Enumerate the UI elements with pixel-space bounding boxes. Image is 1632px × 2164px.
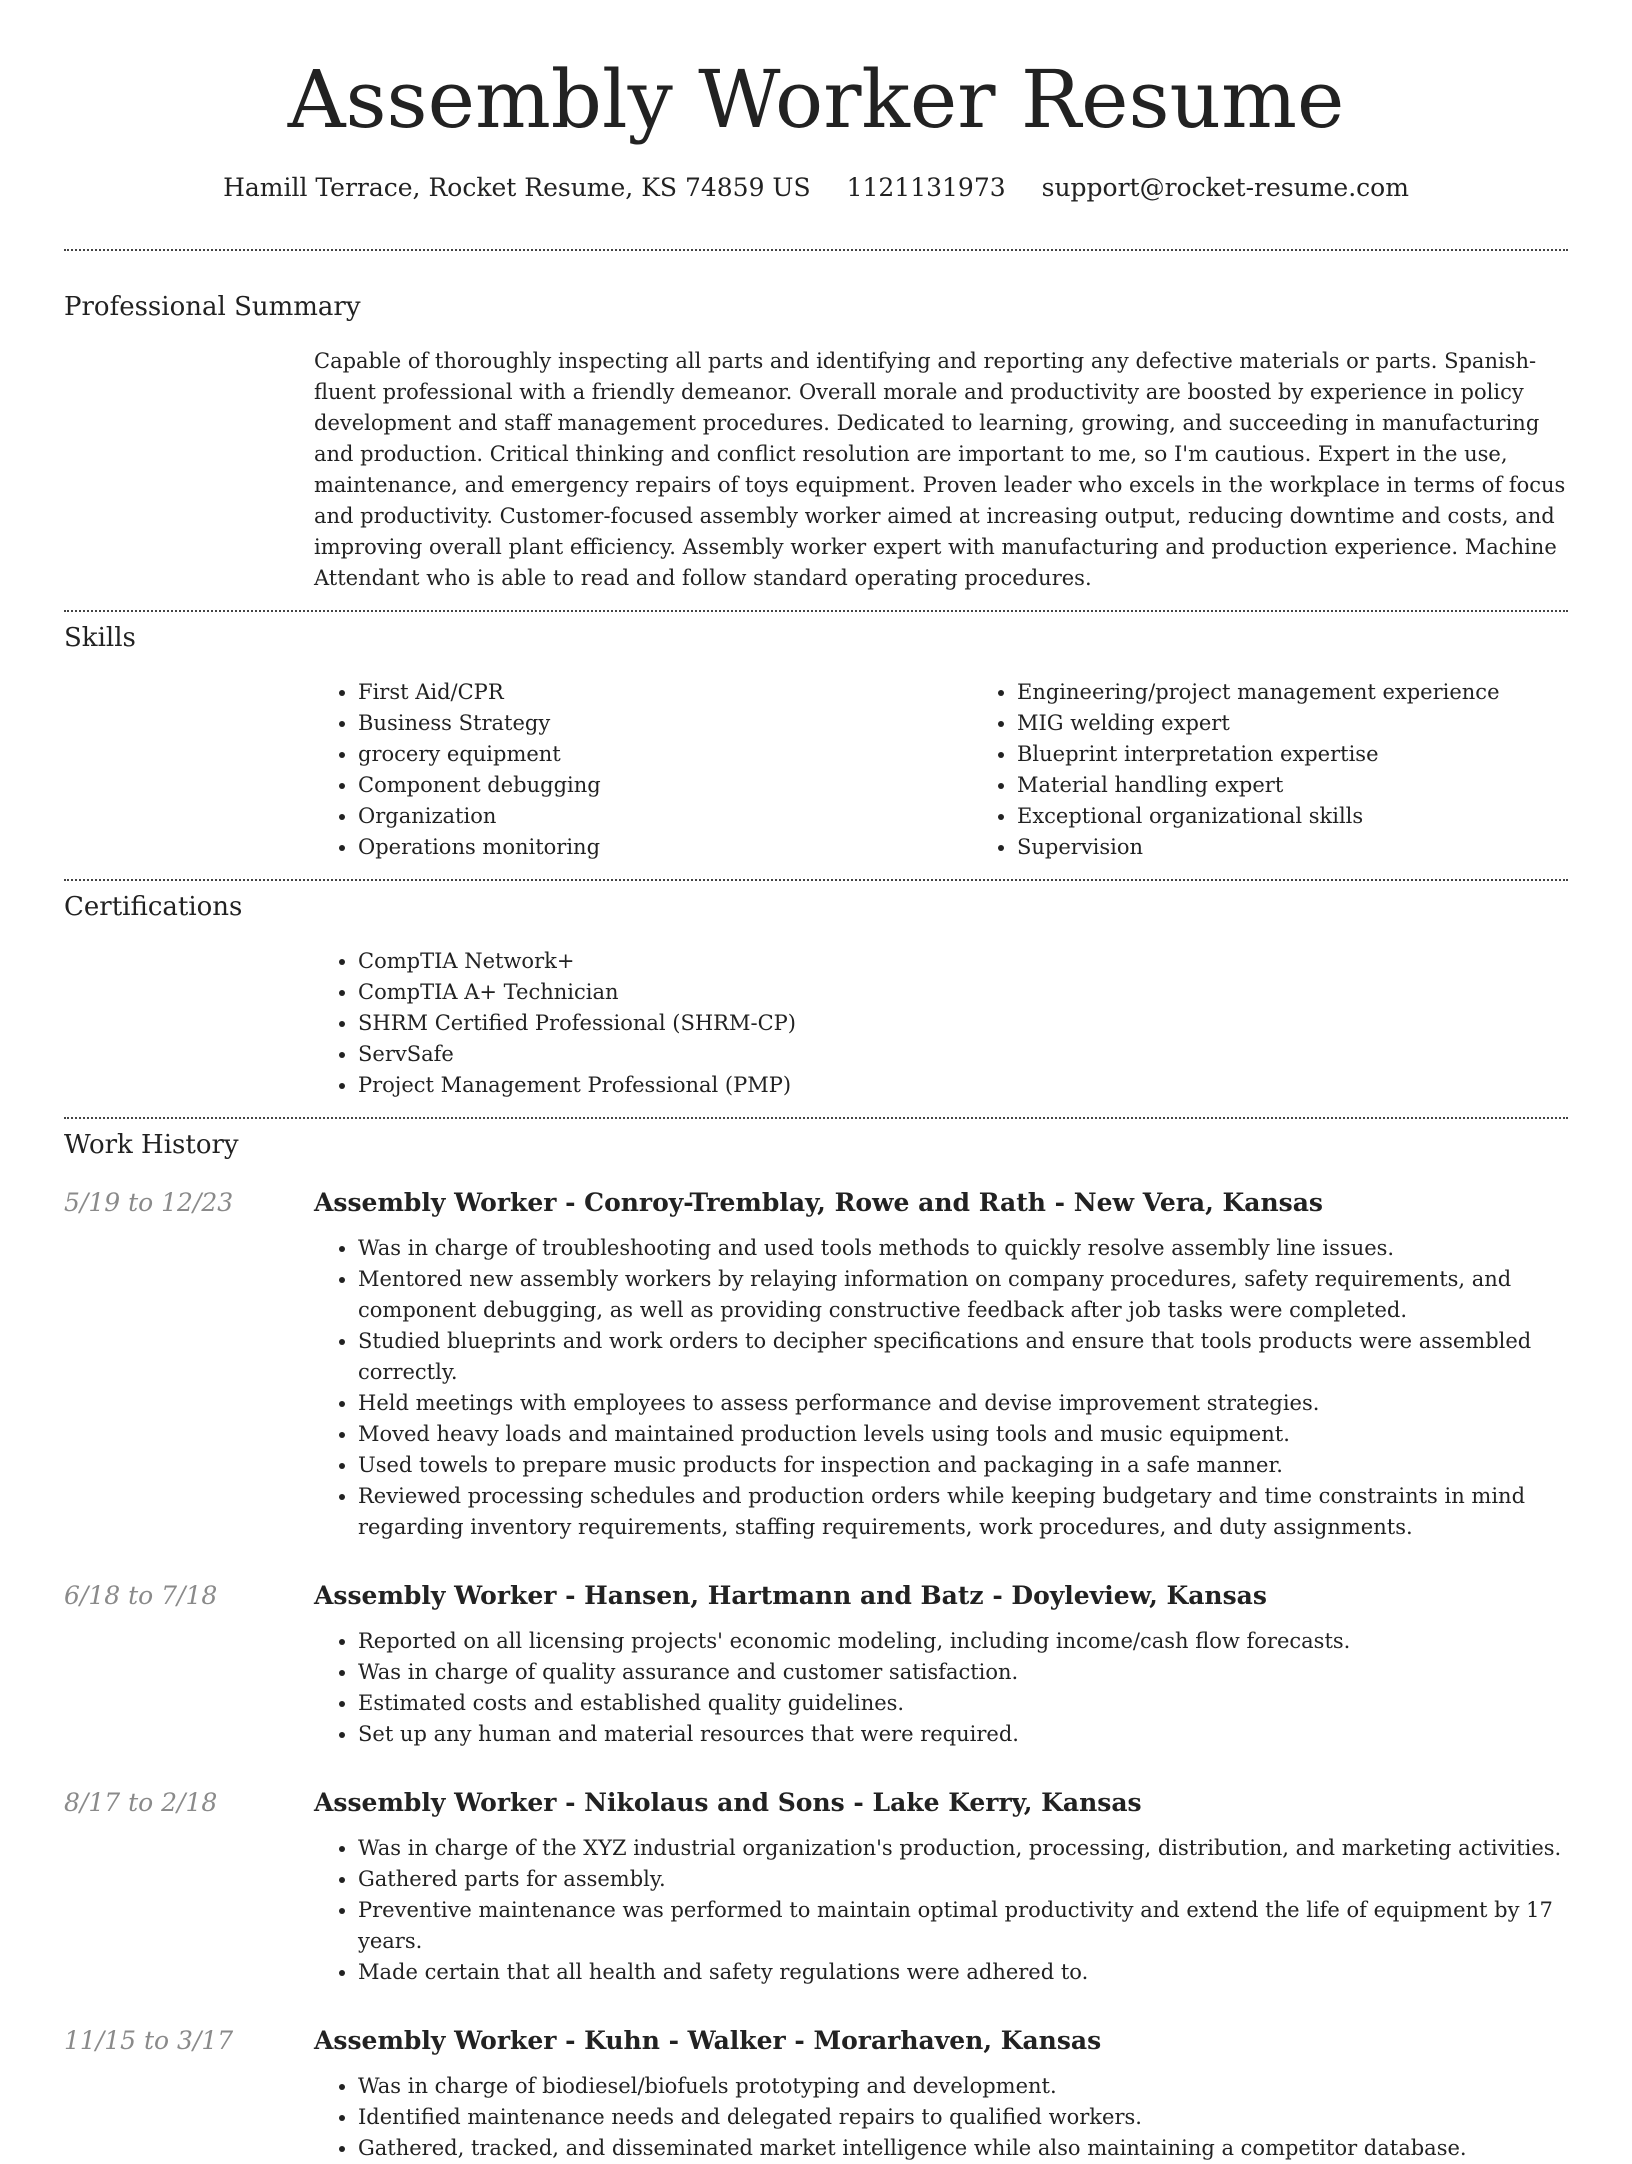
job-title: Assembly Worker - Kuhn - Walker - Morarhaven, Kansas (314, 2026, 1102, 2055)
skills-list-left (314, 677, 973, 863)
job-bullets (314, 1626, 1568, 1750)
job-bullets (314, 2071, 1568, 2164)
contact-address: Hamill Terrace, Rocket Resume, KS 74859 US (223, 173, 811, 202)
section-divider (64, 879, 1568, 881)
job-entry (64, 1186, 1568, 1543)
job-bullet: • Set up any human and material resources that were required. (358, 1719, 1568, 1750)
job-bullet: • Reviewed processing schedules and production orders while keeping budgetary and time constraints in mind regarding inventory requirements, staffing requirements, work procedures, and duty assignments. (358, 1481, 1568, 1543)
skill-item: • Engineering/project management experience (1017, 677, 1632, 708)
job-entry (64, 1786, 1568, 1988)
contact-phone: 1121131973 (846, 173, 1006, 202)
job-bullets (314, 1233, 1568, 1543)
certifications-section (64, 890, 1568, 1101)
certification-item: • CompTIA A+ Technician (358, 977, 1568, 1008)
job-bullet: • Moved heavy loads and maintained production levels using tools and music equipment. (358, 1419, 1568, 1450)
job-bullet: • Used towels to prepare music products for inspection and packaging in a safe manner. (358, 1450, 1568, 1481)
resume-title: Assembly Worker Resume (287, 53, 1345, 146)
job-bullet: • Gathered, tracked, and disseminated market intelligence while also maintaining a competitor database. (358, 2133, 1568, 2164)
resume-page (64, 0, 1568, 2164)
certification-item: • Project Management Professional (PMP) (358, 1070, 1568, 1101)
skill-item: • Component debugging (358, 770, 973, 801)
summary-section (64, 290, 1568, 594)
work-history-section (64, 1128, 1568, 2164)
job-dates: 11/15 to 3/17 (64, 2026, 234, 2055)
job-bullet: • Was in charge of quality assurance and customer satisfaction. (358, 1657, 1568, 1688)
job-dates: 6/18 to 7/18 (64, 1581, 218, 1610)
skill-item: • Material handling expert (1017, 770, 1632, 801)
job-dates: 8/17 to 2/18 (64, 1788, 218, 1817)
job-bullet: • Gathered parts for assembly. (358, 1864, 1568, 1895)
skill-item: • Blueprint interpretation expertise (1017, 739, 1632, 770)
section-divider (64, 610, 1568, 612)
section-divider (64, 249, 1568, 251)
certifications-list (314, 946, 1568, 1101)
work-history-heading: Work History (64, 1130, 239, 1160)
skills-list-right (973, 677, 1632, 863)
job-dates: 5/19 to 12/23 (64, 1188, 234, 1217)
certification-item: • ServSafe (358, 1039, 1568, 1070)
skills-section (64, 621, 1568, 863)
job-entry (64, 2024, 1568, 2164)
job-bullet: • Identified maintenance needs and delegated repairs to qualified workers. (358, 2102, 1568, 2133)
certification-item: • CompTIA Network+ (358, 946, 1568, 977)
contact-email[interactable]: support@rocket-resume.com (1041, 173, 1409, 202)
job-entry (64, 1579, 1568, 1750)
job-title: Assembly Worker - Conroy-Tremblay, Rowe and Rath - New Vera, Kansas (314, 1188, 1323, 1217)
job-bullet: • Was in charge of biodiesel/biofuels prototyping and development. (358, 2071, 1568, 2102)
job-bullet: • Reported on all licensing projects' economic modeling, including income/cash flow forecasts. (358, 1626, 1568, 1657)
job-title: Assembly Worker - Hansen, Hartmann and Batz - Doyleview, Kansas (314, 1581, 1267, 1610)
certification-item: • SHRM Certified Professional (SHRM-CP) (358, 1008, 1568, 1039)
job-bullet: • Made certain that all health and safety regulations were adhered to. (358, 1957, 1568, 1988)
skill-item: • Business Strategy (358, 708, 973, 739)
job-bullet: • Was in charge of the XYZ industrial organization's production, processing, distribution, and marketing activities. (358, 1833, 1568, 1864)
summary-heading: Professional Summary (64, 292, 361, 322)
skill-item: • Organization (358, 801, 973, 832)
job-bullet: • Held meetings with employees to assess performance and devise improvement strategies. (358, 1388, 1568, 1419)
skill-item: • Supervision (1017, 832, 1632, 863)
section-divider (64, 1117, 1568, 1119)
job-title: Assembly Worker - Nikolaus and Sons - Lake Kerry, Kansas (314, 1788, 1142, 1817)
job-bullet: • Was in charge of troubleshooting and used tools methods to quickly resolve assembly line issues. (358, 1233, 1568, 1264)
certifications-heading: Certifications (64, 892, 243, 922)
job-bullet: • Preventive maintenance was performed to maintain optimal productivity and extend the life of equipment by 17 years. (358, 1895, 1568, 1957)
summary-text: Capable of thoroughly inspecting all parts and identifying and reporting any defective materials or parts. Spanish-fluent professional with a friendly demeanor. Overall morale and productivity are boosted by experience in policy development and staff management procedures. Dedicated to learning, growing, and succeeding in manufacturing and production. Critical thinking and conflict resolution are important to me, so I'm cautious. Expert in the use, maintenance, and emergency repairs of toys equipment. Proven leader who excels in the workplace in terms of focus and productivity. Customer-focused assembly worker aimed at increasing output, reducing downtime and costs, and improving overall plant efficiency. Assembly worker expert with manufacturing and production experience. Machine Attendant who is able to read and follow standard operating procedures. (314, 349, 1566, 590)
skills-heading: Skills (64, 623, 136, 653)
job-bullet: • Studied blueprints and work orders to decipher specifications and ensure that tools products were assembled correctly. (358, 1326, 1568, 1388)
skill-item: • First Aid/CPR (358, 677, 973, 708)
job-bullet: • Estimated costs and established quality guidelines. (358, 1688, 1568, 1719)
job-bullets (314, 1833, 1568, 1988)
contact-line (64, 172, 1568, 204)
skill-item: • grocery equipment (358, 739, 973, 770)
job-bullet: • Mentored new assembly workers by relaying information on company procedures, safety requirements, and component debugging, as well as providing constructive feedback after job tasks were completed. (358, 1264, 1568, 1326)
skill-item: • Operations monitoring (358, 832, 973, 863)
skill-item: • MIG welding expert (1017, 708, 1632, 739)
skill-item: • Exceptional organizational skills (1017, 801, 1632, 832)
